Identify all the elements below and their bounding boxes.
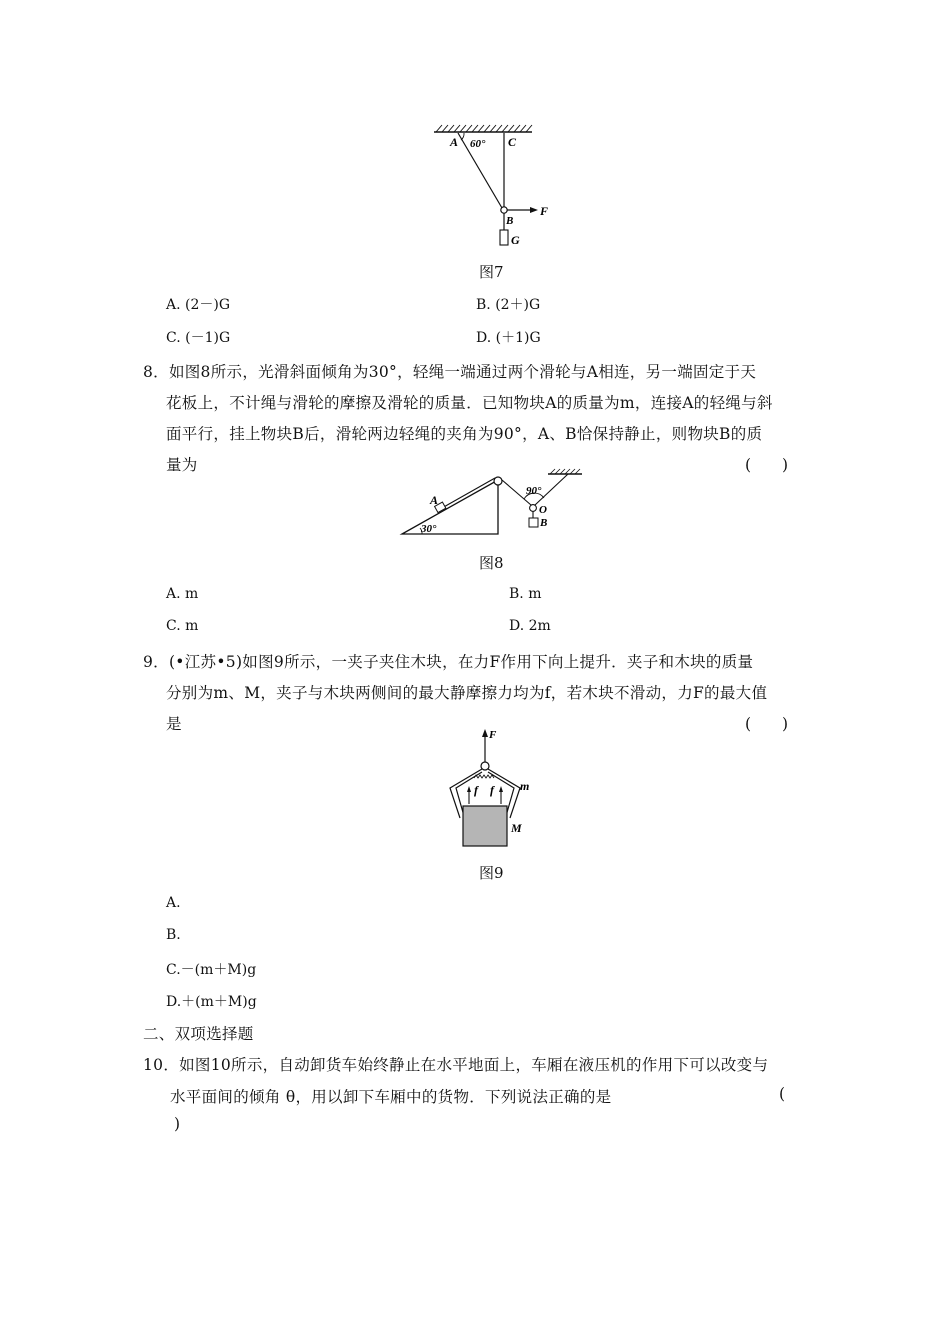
q9-option-d: D.＋(m＋M)g (166, 994, 257, 1010)
q10-line-2: 水平面间的倾角 θ，用以卸下车厢中的货物．下列说法正确的是 (170, 1088, 612, 1106)
figure-7-caption: 图7 (479, 263, 504, 281)
fig9-label-f2: f (490, 783, 494, 797)
q9-line-3: 是 (166, 715, 182, 733)
fig8-label-B: B (540, 517, 548, 529)
q9-answer-paren: ( ) (745, 715, 789, 733)
q9-line-2: 分别为m、M，夹子与木块两侧间的最大静摩擦力均为f，若木块不滑动，力F的最大值 (166, 684, 768, 702)
q10-paren-open: ( (779, 1085, 786, 1103)
q8-option-b: B. m (509, 586, 542, 602)
fig9-label-m: m (520, 779, 530, 793)
fig7-label-B: B (506, 215, 514, 227)
q8-line-3: 面平行，挂上物块B后，滑轮两边轻绳的夹角为90°，A、B恰保持静止，则物块B的质 (166, 425, 763, 443)
q7-option-b: B. (2＋)G (476, 297, 541, 313)
figure-7-diagram (420, 120, 570, 250)
q8-option-d: D. 2m (509, 618, 551, 634)
fig8-label-angle90: 90° (526, 485, 542, 497)
section-2-heading: 二、双项选择题 (143, 1025, 254, 1043)
figure-8-diagram (400, 468, 600, 540)
q7-option-a: A. (2－)G (166, 297, 231, 313)
figure-8-caption: 图8 (479, 554, 504, 572)
figure-9-caption: 图9 (479, 864, 504, 882)
q8-line-4: 量为 (166, 456, 198, 474)
fig8-label-O: O (539, 504, 547, 516)
q8-option-c: C. m (166, 618, 199, 634)
fig9-label-M: M (511, 821, 522, 835)
fig9-label-F: F (489, 729, 497, 741)
q8-option-a: A. m (166, 586, 199, 602)
q9-line-1: 9．(•江苏•5)如图9所示，一夹子夹住木块，在力F作用下向上提升．夹子和木块的质量 (143, 653, 754, 671)
q7-option-d: D. (＋1)G (476, 330, 541, 346)
q8-line-2: 花板上，不计绳与滑轮的摩擦及滑轮的质量．已知物块A的质量为m，连接A的轻绳与斜 (166, 394, 773, 412)
q10-line-1: 10．如图10所示，自动卸货车始终静止在水平地面上，车厢在液压机的作用下可以改变与 (143, 1056, 769, 1074)
q9-option-b: B. (166, 927, 181, 943)
fig9-label-f1: f (474, 783, 478, 797)
q7-option-c: C. (－1)G (166, 330, 231, 346)
q9-option-c: C.－(m＋M)g (166, 962, 257, 978)
q10-paren-close: ) (174, 1115, 181, 1133)
q8-answer-paren: ( ) (745, 456, 789, 474)
fig8-label-angle30: 30° (421, 523, 437, 535)
fig7-label-F: F (540, 204, 549, 218)
fig7-label-C: C (508, 135, 517, 149)
q8-line-1: 8．如图8所示，光滑斜面倾角为30°，轻绳一端通过两个滑轮与A相连，另一端固定于天 (143, 363, 757, 381)
fig8-label-A: A (430, 493, 439, 507)
figure-9-diagram (438, 728, 538, 850)
q9-option-a: A. (166, 895, 181, 911)
fig7-label-angle: 60° (470, 138, 486, 150)
fig7-label-A: A (450, 135, 459, 149)
fig7-label-G: G (511, 233, 520, 247)
